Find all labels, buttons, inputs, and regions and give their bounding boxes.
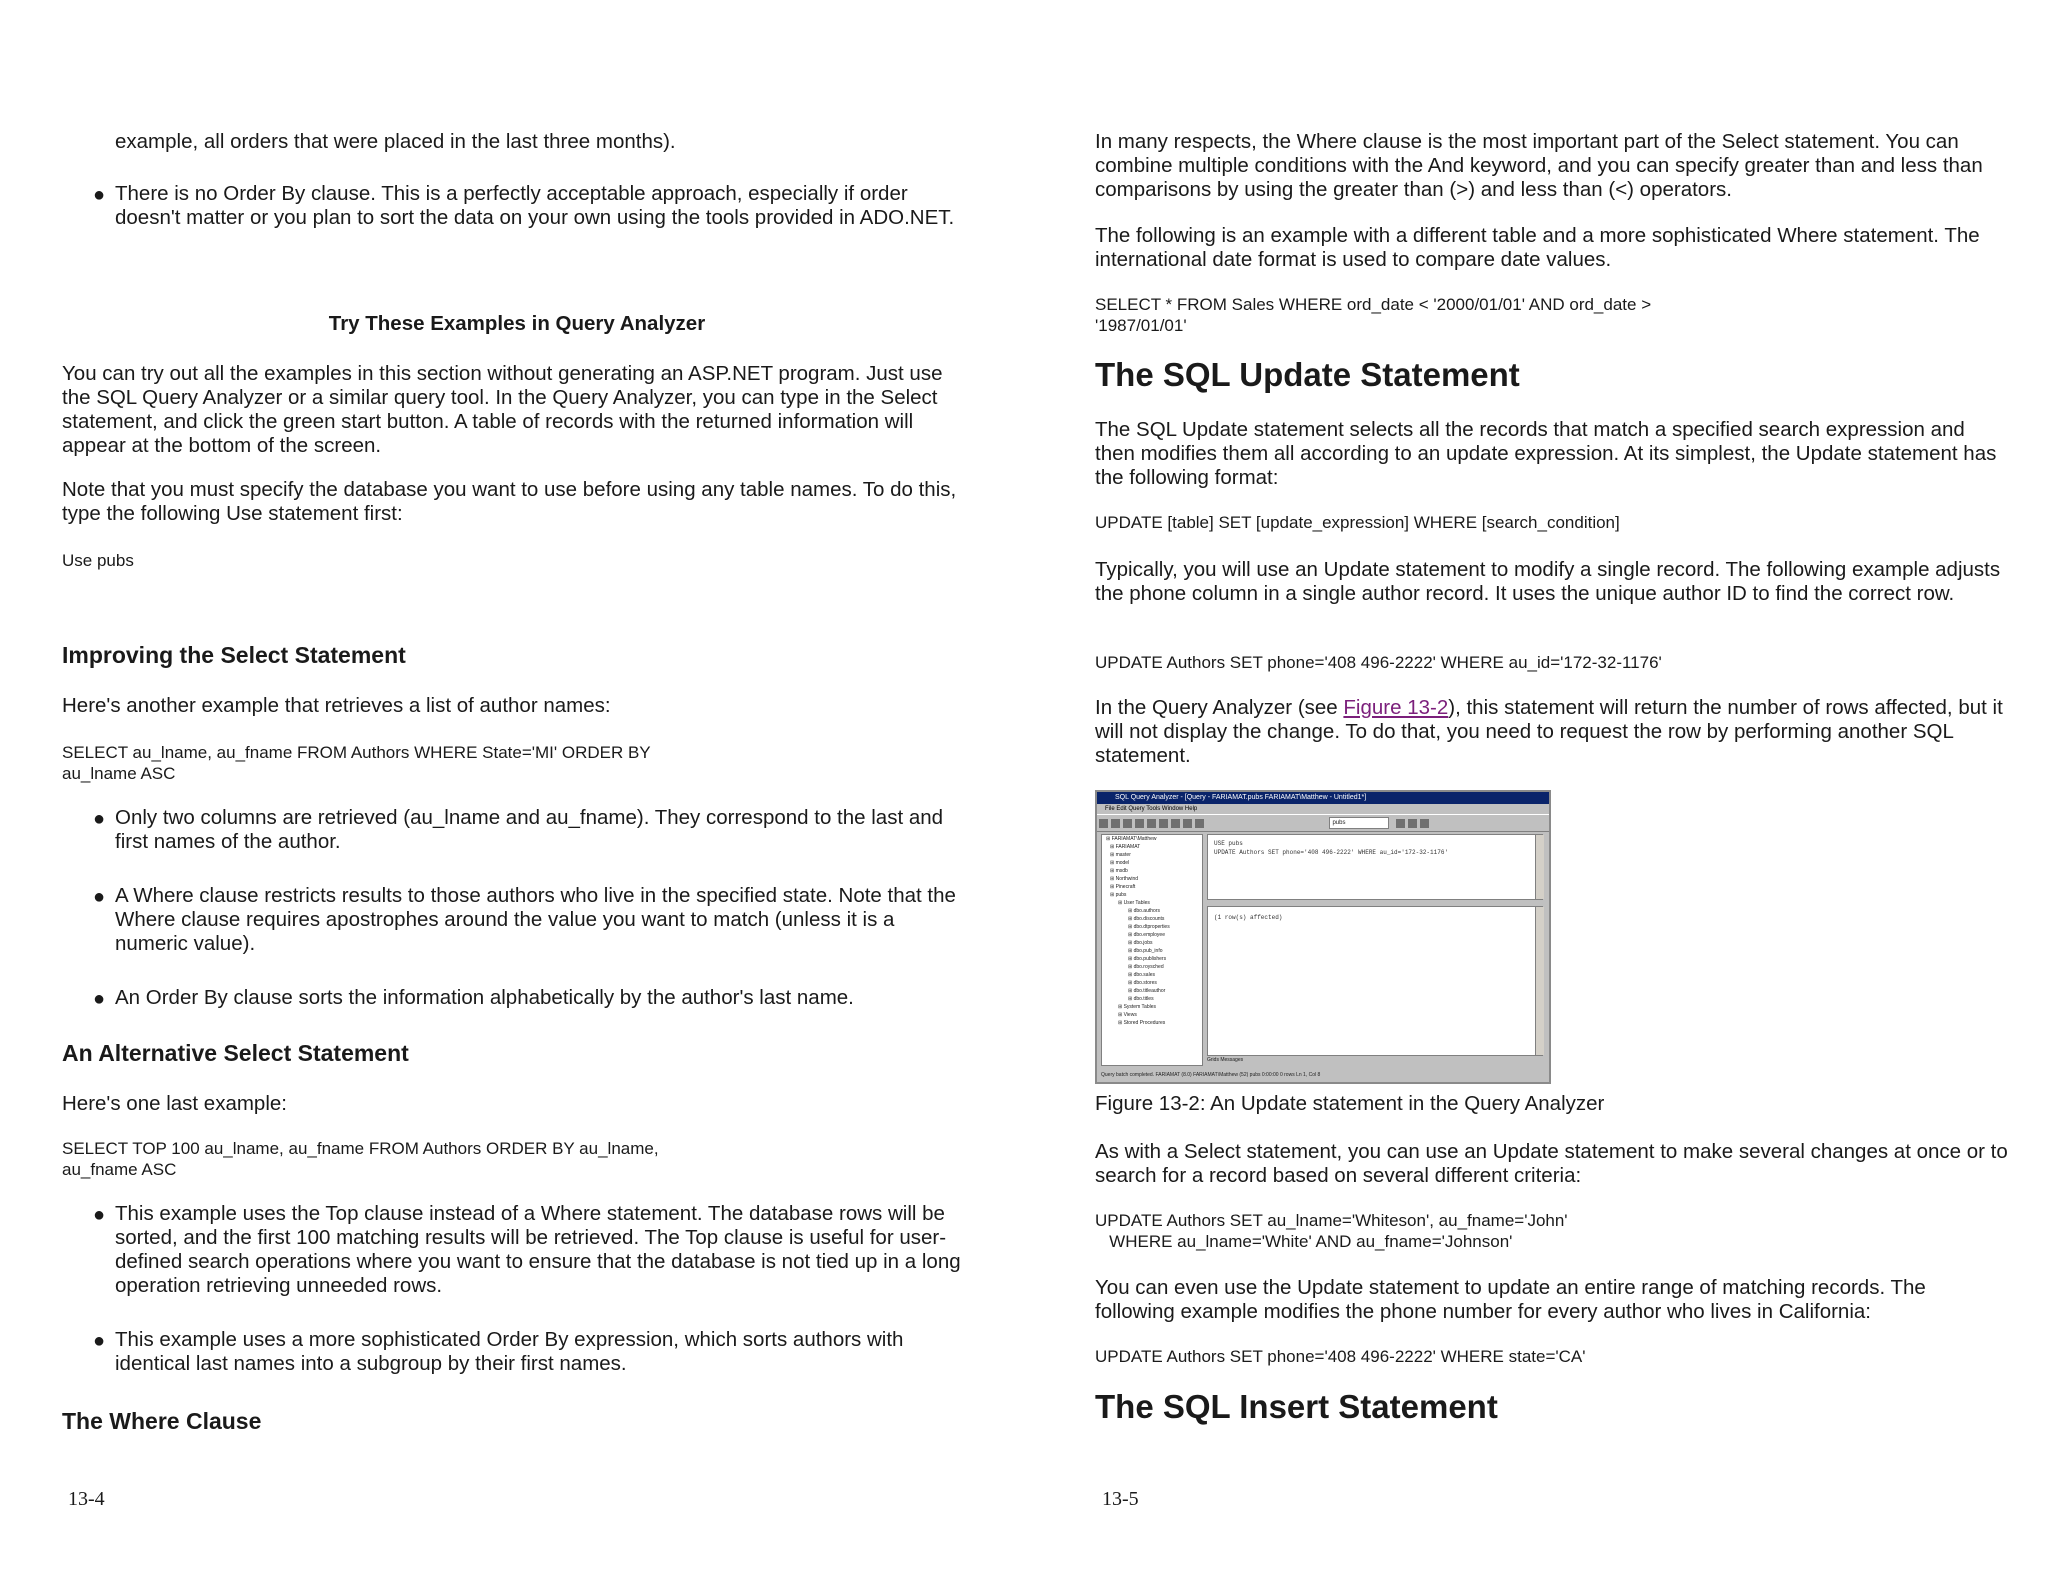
paste-icon — [1159, 819, 1168, 828]
copy-icon — [1147, 819, 1156, 828]
find-icon — [1171, 819, 1180, 828]
toolbar — [1097, 814, 1549, 832]
bullet-icon: ● — [93, 808, 106, 830]
tree-item: ⊞ dbo.discounts — [1128, 916, 1165, 922]
tree-item: ⊞ Pinecraft — [1110, 884, 1136, 890]
paragraph: In many respects, the Where clause is the most important part of the Select statement. You can combine multiple conditions with the And keyword, and you can specify greater than and less than comparisons by using the greater than (>) and less than (<) operators. — [1095, 130, 1983, 201]
new-icon — [1099, 819, 1108, 828]
tree-item: ⊞ dbo.employee — [1128, 932, 1165, 938]
tree-item: ⊞ dbo.jobs — [1128, 940, 1153, 946]
tree-item: ⊞ dbo.publishers — [1128, 956, 1167, 962]
list-item: ● This example uses the Top clause instead of a Where statement. The database rows will be sorted, and the first 100 matching results will be retrieved. The Top clause is useful for user-defined search operations where you want to ensure that the database is not tied up in a long operation retrieving unneeded rows. — [93, 1202, 961, 1297]
menu-bar: File Edit Query Tools Window Help — [1105, 806, 1198, 812]
tree-item: ⊞ dbo.dtproperties — [1128, 924, 1170, 930]
bullet-icon: ● — [93, 886, 106, 908]
browser-icon — [1420, 819, 1429, 828]
code-block: SELECT TOP 100 au_lname, au_fname FROM Authors ORDER BY au_lname, au_fname ASC — [62, 1139, 659, 1179]
list-item: ● An Order By clause sorts the information alphabetically by the author's last name. — [93, 986, 854, 1010]
tree-item: ⊞ User Tables — [1118, 900, 1150, 906]
object-browser — [1101, 834, 1203, 1066]
chapter-heading: The SQL Insert Statement — [1095, 1388, 1498, 1425]
code-block: UPDATE Authors SET phone='408 496-2222' WHERE au_id='172-32-1176' — [1095, 653, 1662, 672]
tree-item: ⊞ dbo.stores — [1128, 980, 1157, 986]
tree-item: ⊞ dbo.pub_info — [1128, 948, 1163, 954]
paragraph: You can try out all the examples in this section without generating an ASP.NET program. Just use the SQL Query Analyzer or a similar query tool. In the Query Analyzer, you can type in the Select statement, and click the green start button. A table of records with the returned information will appear at the bottom of the screen. — [62, 362, 943, 457]
list-item: ● This example uses a more sophisticated Order By expression, which sorts authors with identical last names into a subgroup by their first names. — [93, 1328, 904, 1375]
tree-item: ⊞ pubs — [1110, 892, 1127, 898]
results-scrollbar — [1535, 907, 1544, 1055]
bullet-icon: ● — [93, 1204, 106, 1226]
tree-item: ⊞ model — [1110, 860, 1130, 866]
bullet-icon: ● — [93, 184, 106, 206]
tree-item: ⊞ Stored Procedures — [1118, 1020, 1166, 1026]
paragraph: As with a Select statement, you can use an Update statement to make several changes at once or to search for a record based on several different criteria: — [1095, 1140, 2008, 1187]
stop-icon — [1195, 819, 1204, 828]
execute-icon — [1183, 819, 1192, 828]
grid-icon — [1396, 819, 1405, 828]
tree-item: ⊞ System Tables — [1118, 1004, 1157, 1010]
database-select: pubs — [1329, 817, 1389, 829]
tree-item: ⊞ Northwind — [1110, 876, 1139, 882]
list-item: ● There is no Order By clause. This is a perfectly acceptable approach, especially if order doesn't matter or you plan to sort the data on your own using the tools provided in ADO.NET. — [93, 182, 955, 229]
paragraph: Here's another example that retrieves a list of author names: — [62, 694, 611, 717]
paragraph: example, all orders that were placed in the last three months). — [115, 130, 676, 153]
tree-item: ⊞ FARIAMAT\Matthew — [1106, 836, 1157, 842]
bullet-icon: ● — [93, 1330, 106, 1352]
open-icon — [1111, 819, 1120, 828]
code-block: Use pubs — [62, 551, 134, 570]
query-analyzer-screenshot — [1095, 790, 1551, 1084]
status-bar: Query batch completed. FARIAMAT (8.0) FARIAMAT\Matthew (52) pubs 0:00:00 0 rows Ln 1, Col 8 — [1101, 1072, 1321, 1078]
tree-item: ⊞ dbo.titleauthor — [1128, 988, 1166, 994]
save-icon — [1123, 819, 1132, 828]
window-title: SQL Query Analyzer - [Query - FARIAMAT.pubs FARIAMAT\Matthew - Untitled1*] — [1097, 792, 1549, 804]
editor-scrollbar — [1535, 835, 1544, 899]
code-block: SELECT au_lname, au_fname FROM Authors WHERE State='MI' ORDER BY au_lname ASC — [62, 743, 651, 783]
tree-item: ⊞ master — [1110, 852, 1131, 858]
results-tabs: Grids Messages — [1207, 1057, 1244, 1063]
figure-link[interactable]: Figure 13-2 — [1343, 696, 1449, 719]
section-heading: An Alternative Select Statement — [62, 1040, 409, 1066]
tree-item: ⊞ dbo.sales — [1128, 972, 1155, 978]
code-block: UPDATE Authors SET phone='408 496-2222' WHERE state='CA' — [1095, 1347, 1586, 1366]
code-block: UPDATE [table] SET [update_expression] WHERE [search_condition] — [1095, 513, 1620, 532]
tree-item: ⊞ dbo.authors — [1128, 908, 1160, 914]
paragraph: The SQL Update statement selects all the records that match a specified search expression and then modifies them all according to an update expression. At its simplest, the Update statement has the following format: — [1095, 418, 1997, 489]
paragraph: Note that you must specify the database you want to use before using any table names. To do this, type the following Use statement first: — [62, 478, 957, 525]
query-editor: USE pubs UPDATE Authors SET phone='408 496-2222' WHERE au_id='172-32-1176' — [1207, 834, 1543, 900]
list-item: ● A Where clause restricts results to those authors who live in the specified state. Note that the Where clause requires apostrophes around the value you want to match (unless it is a numeric value). — [93, 884, 956, 955]
cut-icon — [1135, 819, 1144, 828]
chapter-heading: The SQL Update Statement — [1095, 356, 1520, 393]
paragraph: Typically, you will use an Update statement to modify a single record. The following example adjusts the phone column in a single author record. It uses the unique author ID to find the correct row. — [1095, 558, 2001, 605]
code-block: SELECT * FROM Sales WHERE ord_date < '2000/01/01' AND ord_date > '1987/01/01' — [1095, 295, 1652, 335]
paragraph: You can even use the Update statement to update an entire range of matching records. The following example modifies the phone number for every author who lives in California: — [1095, 1276, 1926, 1323]
results-pane: (1 row(s) affected) — [1207, 906, 1543, 1056]
plan-icon — [1408, 819, 1417, 828]
tree-item: ⊞ FARIAMAT — [1110, 844, 1141, 850]
list-item: ● Only two columns are retrieved (au_lname and au_fname). They correspond to the last and first names of the author. — [93, 806, 944, 853]
bullet-icon: ● — [93, 988, 106, 1010]
paragraph: In the Query Analyzer (see Figure 13-2), this statement will return the number of rows affected, but it will not display the change. To do that, you need to request the row by performing another SQL statement. — [1095, 696, 2003, 767]
sidebar-heading: Try These Examples in Query Analyzer — [328, 312, 706, 335]
paragraph: The following is an example with a different table and a more sophisticated Where statement. The international date format is used to compare date values. — [1095, 224, 1980, 271]
paragraph: Here's one last example: — [62, 1092, 287, 1115]
figure-caption: Figure 13-2: An Update statement in the Query Analyzer — [1095, 1092, 1605, 1115]
tree-item: ⊞ msdb — [1110, 868, 1128, 874]
code-block: UPDATE Authors SET au_lname='Whiteson', au_fname='John' WHERE au_lname='White' AND au_fname='Johnson' — [1095, 1211, 1568, 1251]
page-number: 13-4 — [68, 1488, 105, 1510]
tree-item: ⊞ dbo.titles — [1128, 996, 1154, 1002]
page-number: 13-5 — [1102, 1488, 1139, 1510]
tree-item: ⊞ dbo.roysched — [1128, 964, 1164, 970]
section-heading: Improving the Select Statement — [62, 642, 406, 668]
tree-item: ⊞ Views — [1118, 1012, 1137, 1018]
section-heading: The Where Clause — [62, 1408, 262, 1434]
